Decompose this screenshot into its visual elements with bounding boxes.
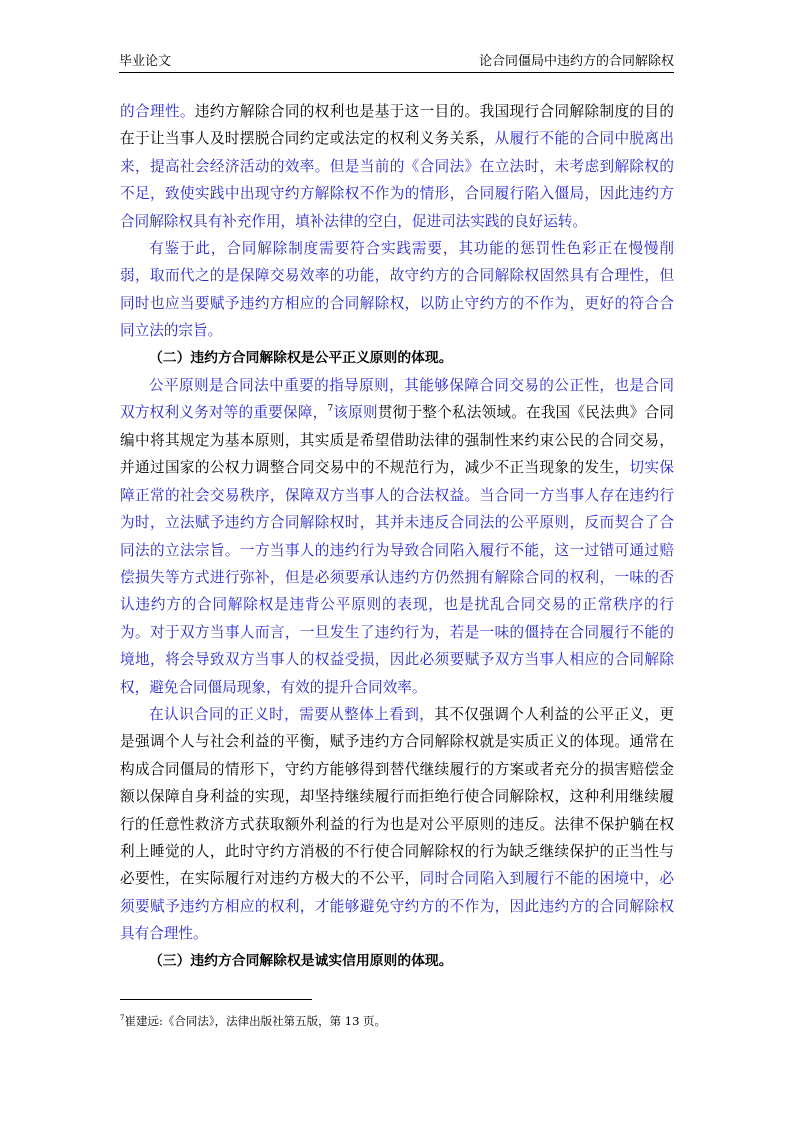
p3-seg-1: 公平原则是合同法中重要的指导原则，其能够保障合同交易的公正性，也是合同双方权利义务对等的重要保障， <box>120 377 674 422</box>
paragraph-4 <box>120 701 674 948</box>
p3-seg-2: 该原则 <box>333 404 378 422</box>
footnote-separator <box>120 999 312 1000</box>
p4-seg-1: 在认识合同的正义时，需要从整体上看到， <box>149 705 435 723</box>
p1-seg-2: 违约方解除合同的权利也是基于这一目的。我国现行合同解除制度的目的在于让当事人及时摆脱合同约定或法定的权利义务关系， <box>120 103 674 148</box>
p1-seg-3: 从履行不能的合同中脱离出来，提高社会经济活动的效率。但是当前的《合同法》在立法时，未考虑到解除权的不足，致使实践中出现守约方解除权不作为的情形，合同履行陷入僵局，因此违约方合同解除权具有补充作用，填补法律的空白，促进司法实践的良好运转。 <box>120 130 674 230</box>
page-header <box>119 52 674 73</box>
thesis-body <box>120 98 674 975</box>
paragraph-2 <box>120 235 674 345</box>
p3-seg-4: 切实保障正常的社会交易秩序，保障双方当事人的合法权益。当合同一方当事人存在违约行为时，立法赋予违约方合同解除权时，其并未违反合同法的公平原则，反而契合了合同法的立法宗旨。一方当事人的违约行为导致合同陷入履行不能，这一过错可通过赔偿损失等方式进行弥补，但是必须要承认违约方仍然拥有解除合同的权利，一味的否认违约方的合同解除权是违背公平原则的表现，也是扰乱合同交易的正常秩序的行为。对于双方当事人而言，一旦发生了违约行为，若是一味的僵持在合同履行不能的境地，将会导致双方当事人的权益受损，因此必须要赋予双方当事人相应的合同解除权，避免合同僵局现象，有效的提升合同效率。 <box>120 459 674 696</box>
footnote-ref-7[interactable]: 7 <box>327 404 334 415</box>
p2-seg-1: 有鉴于此，合同解除制度需要符合实践需要，其功能的惩罚性色彩正在慢慢削弱，取而代之的是保障交易效率的功能，故守约方的合同解除权固然具有合理性，但同时也应当要赋予违约方相应的合同解除权，以防止守约方的不作为，更好的符合合同立法的宗旨。 <box>120 240 674 340</box>
p4-seg-2: 其不仅强调个人利益的公平正义，更是强调个人与社会利益的平衡，赋予违约方合同解除权就是实质正义的体现。通常在构成合同僵局的情形下，守约方能够得到替代继续履行的方案或者充分的损害赔偿金额以保障自身利益的实现，却坚持继续履行而拒绝行使合同解除权，这种利用继续履行的任意性救济方式获取额外利益的行为也是对公平原则的违反。法律不保护躺在权利上睡觉的人，此时守约方消极的不行使合同解除权的行为缺乏继续保护的正当性与必要性，在实际履行对违约方极大的不公平， <box>120 705 674 888</box>
footnote-text: 崔建远:《合同法》，法律出版社第五版，第 13 页。 <box>124 1014 387 1028</box>
footnote <box>120 1013 674 1029</box>
footnote-number: 7 <box>120 1014 125 1023</box>
paragraph-3 <box>120 372 674 701</box>
section-heading-3: （三）违约方合同解除权是诚实信用原则的体现。 <box>149 952 453 969</box>
section-heading-2: （二）违约方合同解除权是公平正义原则的体现。 <box>149 349 453 366</box>
p1-seg-1: 的合理性。 <box>120 103 195 120</box>
paragraph-1 <box>120 98 674 235</box>
header-left-title: 毕业论文 <box>119 54 172 69</box>
p3-seg-3: 贯彻于整个私法领域。在我国《民法典》合同编中将其规定为基本原则，其实质是希望借助法律的强制性来约束公民的合同交易，并通过国家的公权力调整合同交易中的不规范行为，减少不正当现象的发生， <box>120 404 674 477</box>
header-right-title: 论合同僵局中违约方的合同解除权 <box>478 54 674 69</box>
p4-seg-3: 同时合同陷入到履行不能的困境中，必须要赋予违约方相应的权利，才能够避免守约方的不作为，因此违约方的合同解除权具有合理性。 <box>120 870 674 943</box>
